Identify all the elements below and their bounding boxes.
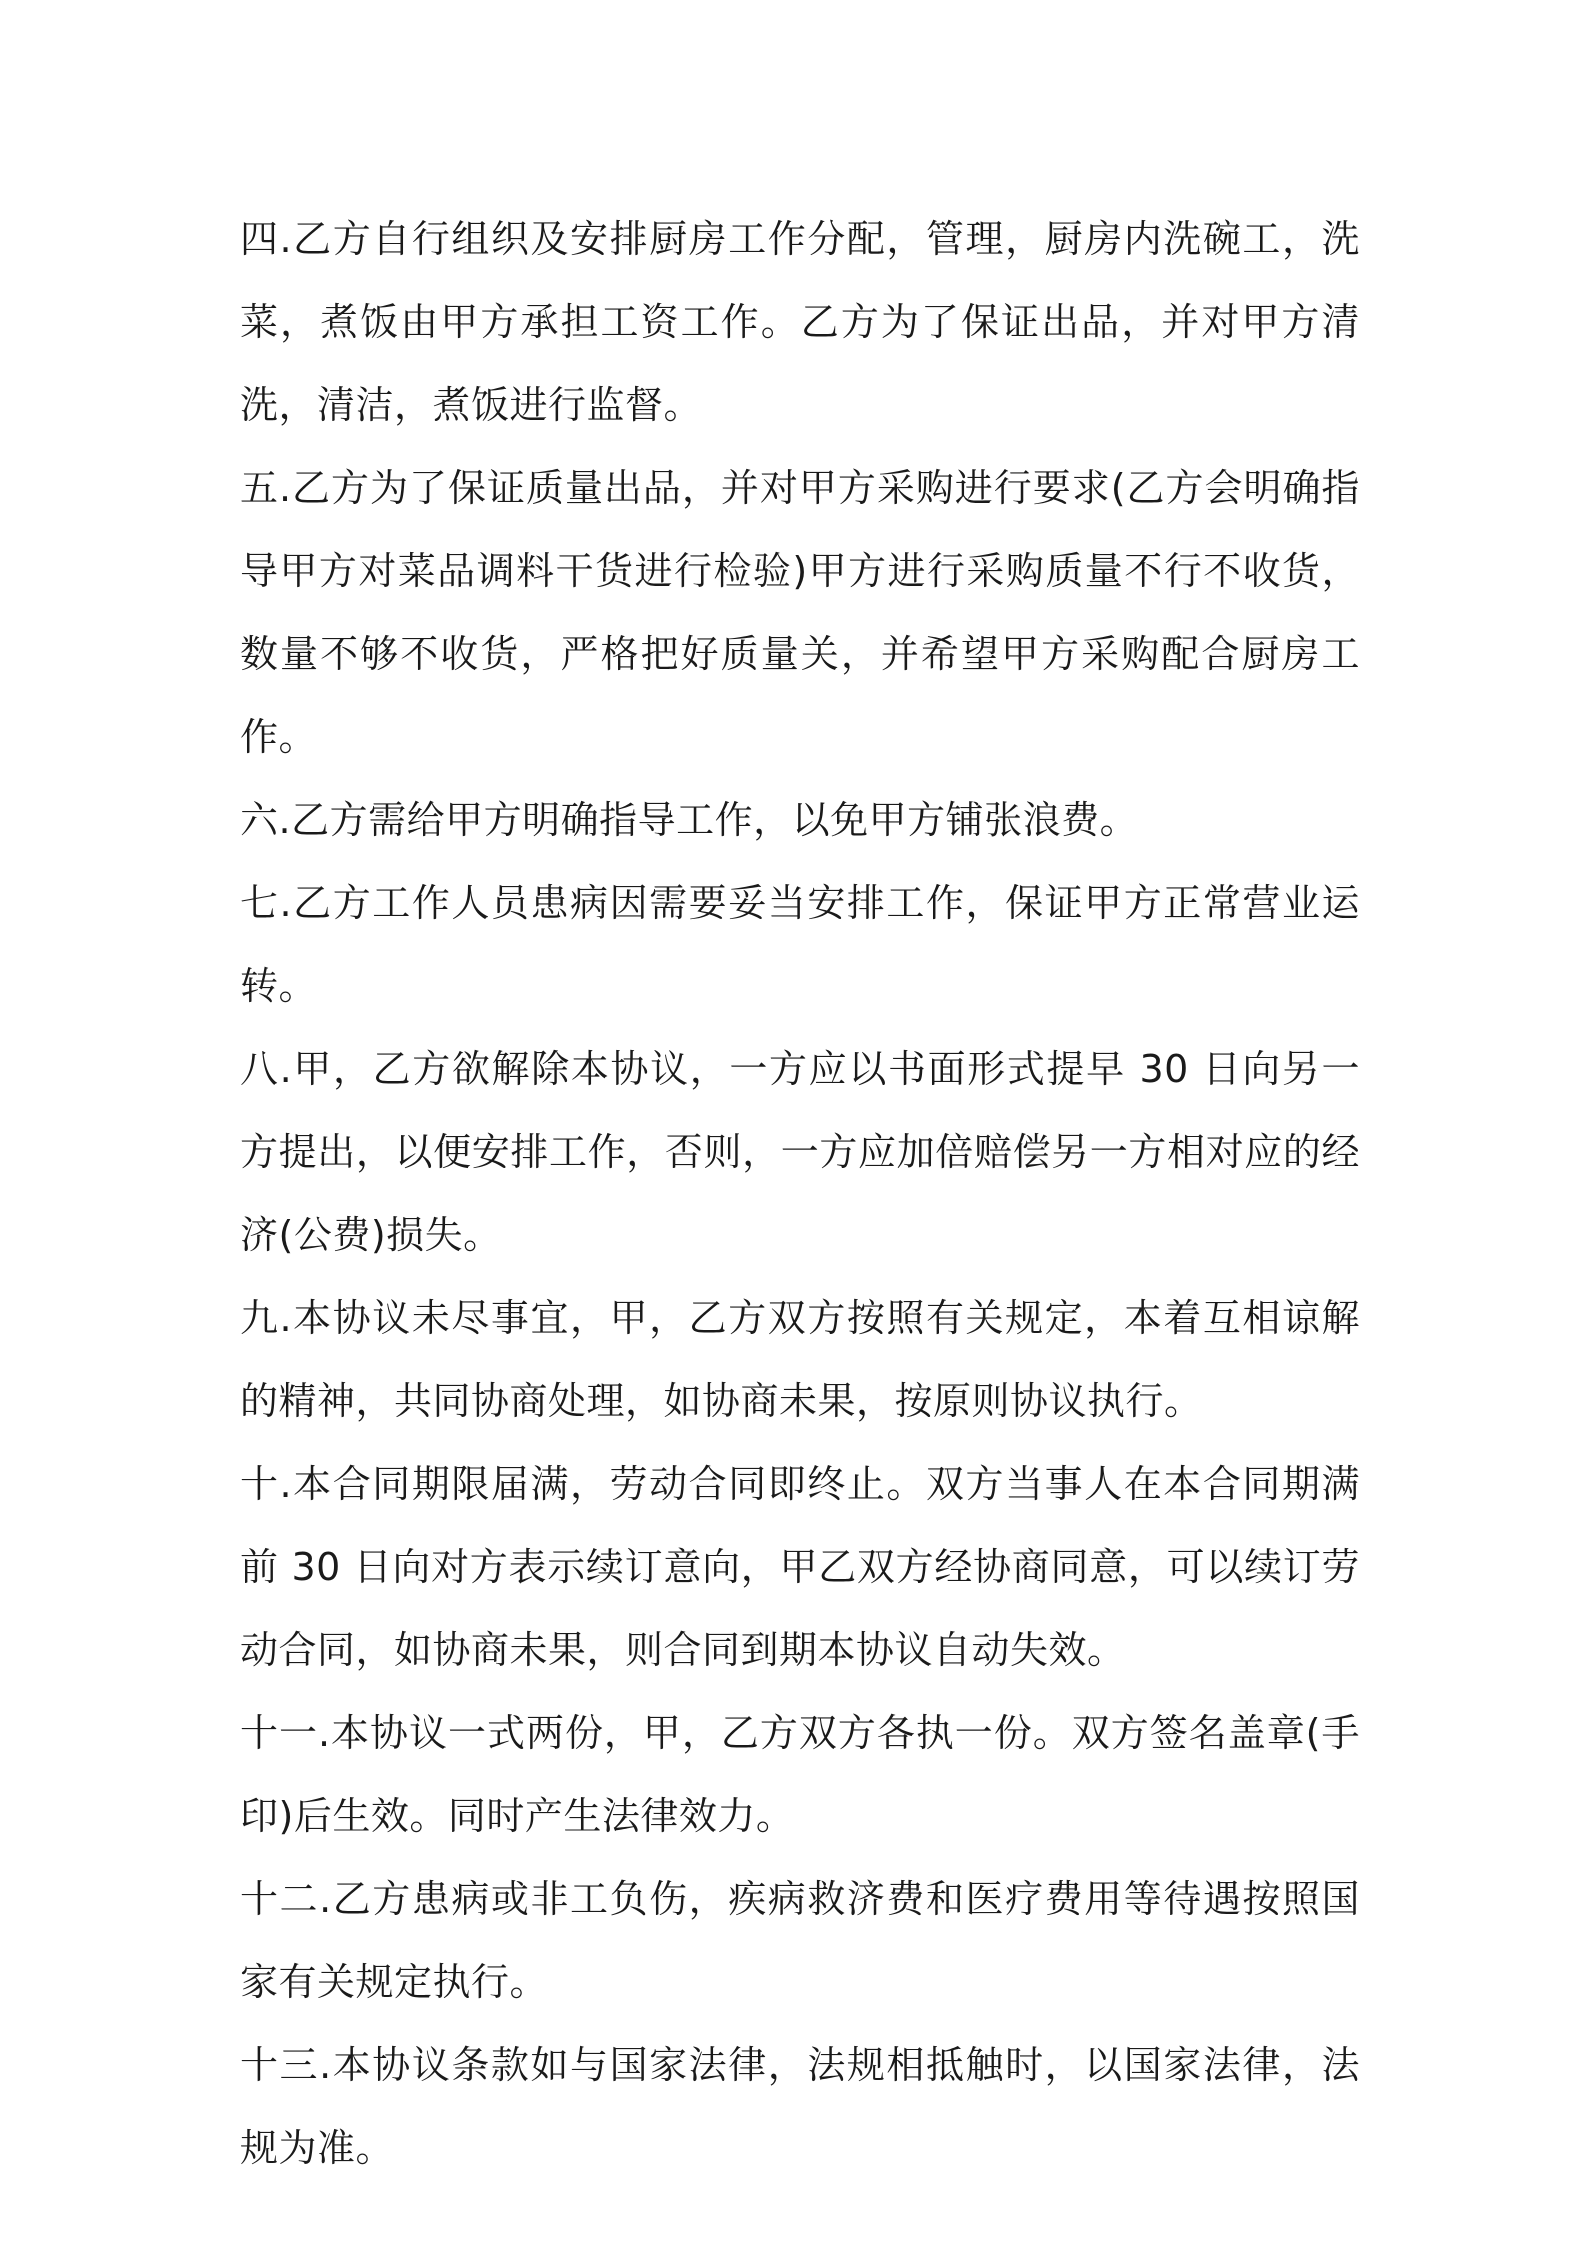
clause-11: 十一.本协议一式两份，甲，乙方双方各执一份。双方签名盖章(手印)后生效。同时产生法律效力。 bbox=[240, 1711, 1360, 1838]
document-body bbox=[240, 198, 1360, 2190]
clause-9: 九.本协议未尽事宜，甲，乙方双方按照有关规定，本着互相谅解的精神，共同协商处理，如协商未果，按原则协议执行。 bbox=[240, 1296, 1360, 1423]
clause-13: 十三.本协议条款如与国家法律，法规相抵触时，以国家法律，法规为准。 bbox=[240, 2043, 1360, 2170]
clause-10: 十.本合同期限届满，劳动合同即终止。双方当事人在本合同期满前 30 日向对方表示续订意向，甲乙双方经协商同意，可以续订劳动合同，如协商未果，则合同到期本协议自动失效。 bbox=[240, 1462, 1360, 1672]
clause-5: 五.乙方为了保证质量出品，并对甲方采购进行要求(乙方会明确指导甲方对菜品调料干货进行检验)甲方进行采购质量不行不收货，数量不够不收货，严格把好质量关，并希望甲方采购配合厨房工作。 bbox=[240, 466, 1360, 759]
clause-4: 四.乙方自行组织及安排厨房工作分配，管理，厨房内洗碗工，洗菜，煮饭由甲方承担工资工作。乙方为了保证出品，并对甲方清洗，清洁，煮饭进行监督。 bbox=[240, 217, 1360, 427]
clause-8: 八.甲，乙方欲解除本协议，一方应以书面形式提早 30 日向另一方提出，以便安排工作，否则，一方应加倍赔偿另一方相对应的经济(公费)损失。 bbox=[240, 1047, 1360, 1257]
clause-6: 六.乙方需给甲方明确指导工作，以免甲方铺张浪费。 bbox=[240, 798, 1139, 842]
clause-7: 七.乙方工作人员患病因需要妥当安排工作，保证甲方正常营业运转。 bbox=[240, 881, 1360, 1008]
clause-12: 十二.乙方患病或非工负伤，疾病救济费和医疗费用等待遇按照国家有关规定执行。 bbox=[240, 1877, 1360, 2004]
